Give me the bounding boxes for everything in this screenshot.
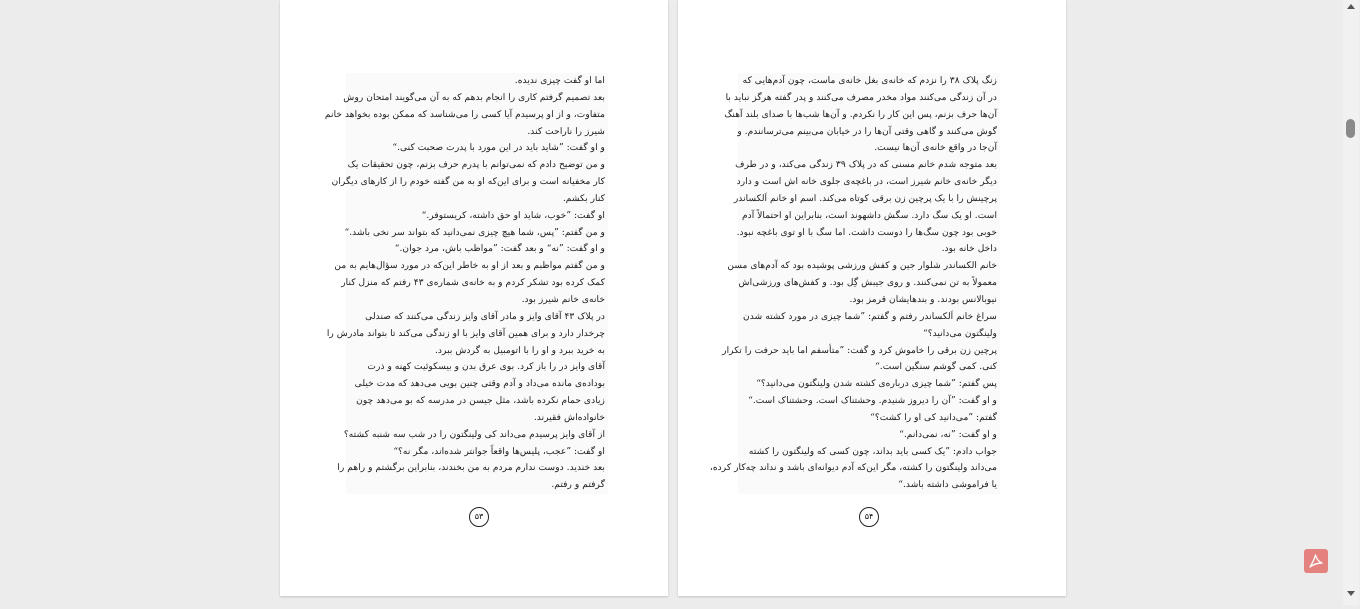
text-line: بعد متوجه شدم خانم مسنی که در پلاک ۳۹ زندگی می‌کند، و در طرف [735, 159, 997, 171]
arrow-up-icon[interactable] [1347, 4, 1355, 9]
text-line: نیوبالانس بودند. و بندهایشان قرمز بود. [849, 293, 997, 305]
text-line: از آقای وایز پرسیدم می‌داند کی ولینگتون را در شب سه شنبه کشته؟ [343, 428, 605, 440]
text-line: و او گفت: ”شاید باید در این مورد با پدرت صحبت کنی.“ [392, 142, 605, 154]
text-line: در پلاک ۴۳ آقای وایز و مادر آقای وایز زندگی می‌کنند که صندلی [365, 310, 605, 322]
text-line: بوداده‌ی مانده می‌داد و آدم وقتی چنین بویی می‌دهد که مدت خیلی [354, 378, 605, 390]
scroll-thumb[interactable] [1346, 119, 1355, 138]
text-line: گوش می‌کنند و گاهی وقتی آن‌ها را در خیابان می‌بینم می‌ترسانندم. و [737, 125, 997, 137]
text-line: خوبی بود چون سگ‌ها را دوست داشت. اما سگ با او توی باغچه نبود. [736, 226, 997, 238]
text-line: کنی. کمی گوشم سنگین است.“ [875, 361, 997, 373]
text-line: و من گفتم: ”پس، شما هیچ چیزی نمی‌دانید که بتواند سر نخی باشد.“ [344, 226, 605, 238]
pdf-viewer[interactable] [3, 0, 1341, 605]
text-line: خانه‌ی خانم شیرز بود. [521, 293, 605, 305]
text-line: آقای وایز در را باز کرد. بوی عرق بدن و بیسکوئیت کهنه و ذرت [367, 361, 605, 373]
page-text [709, 73, 1000, 494]
text-line: به خرید ببرد و او را با اتومبیل به گردش ببرد. [434, 344, 605, 356]
text-line: جواب دادم: ”یک کسی باید بداند، چون کسی که ولینگتون را کشته [748, 445, 997, 457]
text-line: گرفتم و رفتم. [551, 479, 605, 491]
text-line: چرخدار دارد و برای همین آقای وایز با او زندگی می‌کند تا بتواند مادرش را [326, 327, 605, 339]
text-line: در آن زندگی می‌کنند مواد مخدر مصرف می‌کنند و پدر گفته هرگز نباید با [725, 91, 997, 103]
text-line: و او گفت: ”نه، نمی‌دانم.“ [899, 428, 997, 440]
text-line: کنار بکشم. [562, 192, 605, 204]
text-line: یا فراموشی داشته باشد.“ [898, 479, 997, 491]
acrobat-icon-glyph [1307, 552, 1325, 570]
vertical-scrollbar[interactable] [1343, 0, 1359, 605]
text-line: شیرز را ناراحت کند. [527, 125, 605, 137]
page-text [324, 73, 608, 494]
text-line: سراغ خانم اَلکساندر رفتم و گفتم: ”شما چیزی در مورد کشته شدن [743, 310, 997, 322]
acrobat-icon[interactable] [1304, 549, 1328, 573]
text-line: دیگر خانه‌ی خانم شیرز است، در باغچه‌ی جلوی خانه اش است و دارد [736, 176, 997, 188]
pdf-page-54 [678, 0, 1066, 596]
text-line: می‌داند ولینگتون را کشته، مگر این‌که آدم دیوانه‌ای باشد و نداند چه‌کار کرده، [709, 462, 997, 474]
text-line: است. او یک سگ دارد. سگش داشهوند است، بنابراین او احتمالاً آدم [741, 209, 997, 221]
text-line: اما او گفت چیزی ندیده. [514, 75, 605, 86]
text-line: بعد خندید. دوست ندارم مردم به من بخندند، بنابراین برگشتم و راهم را [337, 462, 605, 474]
text-line: و من توضیح دادم که نمی‌توانم با پدرم حرف بزنم، چون تحقیقات یک [347, 159, 605, 171]
text-line: او گفت: ”خوب، شاید او حق داشته، کریستوفر.“ [421, 209, 605, 221]
text-line: خانم الکساندر شلوار جین و کفش ورزشی پوشیده بود که آدم‌های مسن [727, 260, 997, 272]
page-number: ۵۴ [859, 507, 879, 527]
text-line: پرچینش را با یک پرچین زن برقی کوتاه می‌کند. اسم او خانم اَلکساندر [733, 192, 997, 204]
text-line: آن‌جا در واقع خانه‌ی آن‌ها نیست. [874, 142, 997, 154]
text-line: زیادی حمام نکرده باشد، مثل جیسن در مدرسه که بو می‌دهد چون [356, 395, 605, 407]
pdf-page-53 [280, 0, 668, 596]
page-number: ۵۳ [469, 507, 489, 527]
text-line: زنگ پلاک ۳۸ را نزدم که خانه‌ی بغل خانه‌ی ماست، چون آدم‌هایی که [742, 75, 997, 86]
text-line: ولینگتون می‌دانید؟“ [923, 327, 997, 339]
text-line: آن‌ها حرف بزنم، پس این کار را نکردم. و آن‌ها شب‌ها با صدای بلند آهنگ [724, 108, 997, 120]
text-line: کار مخفیانه است و برای این‌که او به من گفته خودم را از کارهای دیگران [331, 176, 605, 188]
text-line: متفاوت، و از او پرسیدم آیا کسی را می‌شناسد که ممکن بوده بخواهد خانم [324, 108, 605, 120]
text-line: و من گفتم مواظبم و بعد از او به خاطر این‌که در مورد سؤال‌هایم به من [334, 260, 605, 272]
text-line: پس گفتم: ”شما چیزی درباره‌ی کشته شدن ولینگتون می‌دانید؟“ [756, 378, 997, 390]
text-line: و او گفت: ”نه“ و بعد گفت: ”مواظب باش، مرد جوان.“ [394, 243, 605, 255]
text-line: و او گفت: ”آن را دیروز شنیدم. وحشتناک است. وحشتناک است.“ [748, 395, 997, 407]
text-line: داخل خانه بود. [941, 243, 997, 255]
text-line: کمک کرده بود تشکر کردم و به خانه‌ی شماره‌ی ۴۳ رفتم که منزل کنار [341, 277, 605, 289]
text-line: او گفت: ”عجب، پلیس‌ها واقعاً جوانتر شده‌اند، مگر نه؟“ [393, 445, 605, 457]
text-line: معمولاً به تن نمی‌کنند. و روی جیبش گِل بود. و کفش‌های ورزشی‌اش [738, 277, 997, 289]
text-line: بعد تصمیم گرفتم کاری را انجام بدهم که به آن می‌گویند امتحان روش [343, 91, 605, 103]
text-line: پرچین زن برقی را خاموش کرد و گفت: ”متأسفم اما باید حرفت را تکرار [722, 344, 997, 356]
text-line: گفتم: ”می‌دانید کی او را کشت؟“ [870, 411, 997, 423]
arrow-down-icon[interactable] [1347, 591, 1355, 596]
text-line: خانواده‌اش فقیرند. [533, 411, 605, 423]
